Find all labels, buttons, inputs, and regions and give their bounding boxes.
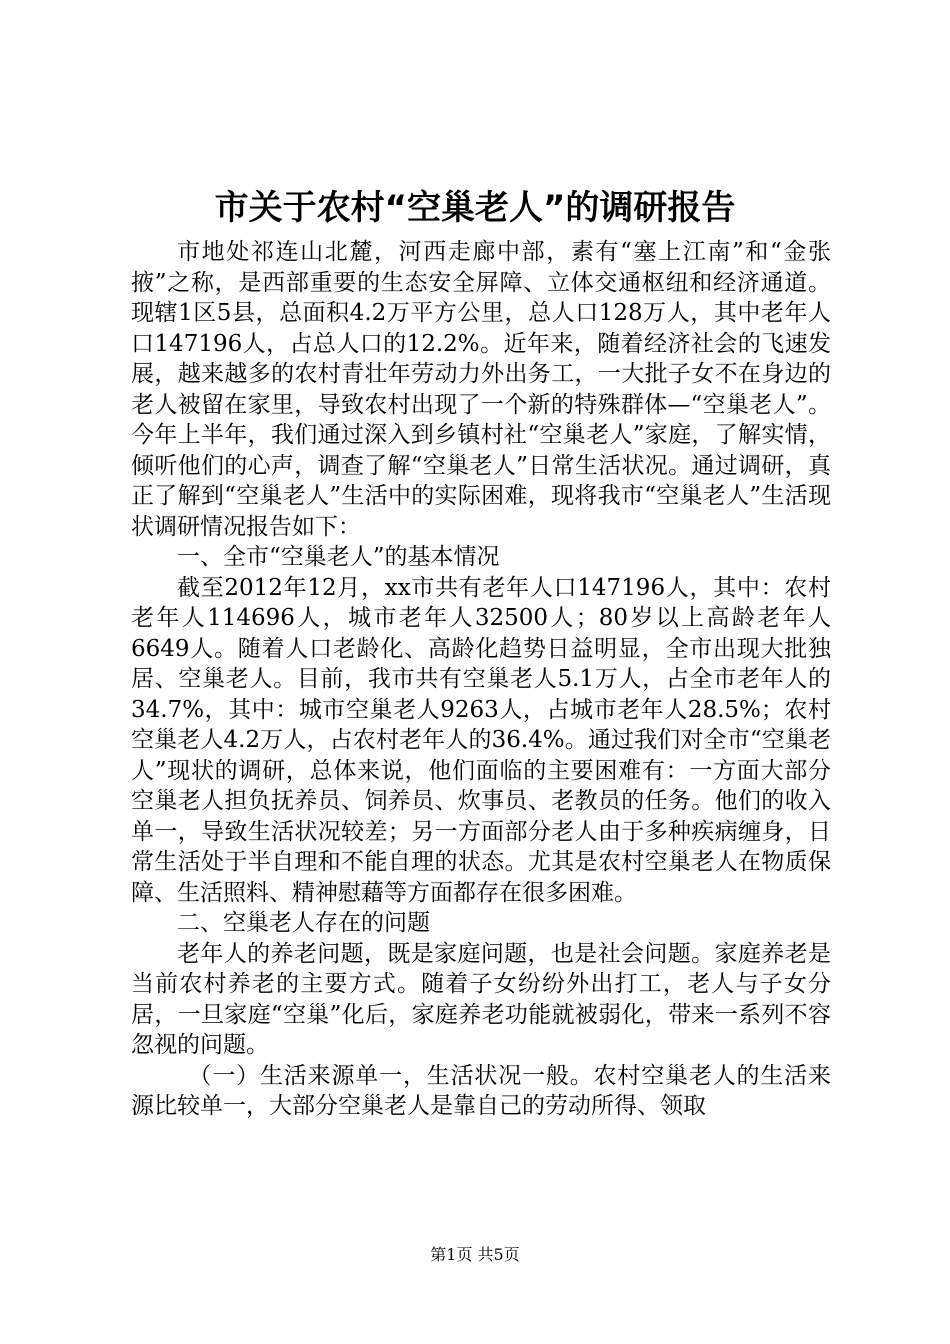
paragraph-intro: 市地处祁连山北麓，河西走廊中部，素有“塞上江南”和“金张掖”之称，是西部重要的生态安全屏障、立体交通枢纽和经济通道。现辖1区5县，总面积4.2万平方公里，总人口128万人，其中老年人口147196人，占总人口的12.2%。近年来，随着经济社会的飞速发展，越来越多的农村青壮年劳动力外出务工，一大批子女不在身边的老人被留在家里，导致农村出现了一个新的特殊群体—“空巢老人”。今年上半年，我们通过深入到乡镇村社“空巢老人”家庭，了解实情，倾听他们的心声，调查了解“空巢老人”日常生活状况。通过调研，真正了解到“空巢老人”生活中的实际困难，现将我市“空巢老人”生活现状调研情况报告如下： xyxy=(131,239,831,540)
section-heading-1: 一、全市“空巢老人”的基本情况 xyxy=(177,544,500,570)
paragraph-basic-situation: 截至2012年12月，xx市共有老年人口147196人，其中：农村老年人114696人，城市老年人32500人；80岁以上高龄老年人6649人。随着人口老龄化、高龄化趋势日益明显，全市出现大批独居、空巢老人。目前，我市共有空巢老人5.1万人，占全市老年人的34.7%，其中：城市空巢老人9263人，占城市老年人28.5%；农村空巢老人4.2万人，占农村老年人的36.4%。通过我们对全市“空巢老人”现状的调研，总体来说，他们面临的主要困难有：一方面大部分空巢老人担负抚养员、饲养员、炊事员、老教员的任务。他们的收入单一，导致生活状况较差；另一方面部分老人由于多种疾病缠身，日常生活处于半自理和不能自理的状态。尤其是农村空巢老人在物质保障、生活照料、精神慰藉等方面都存在很多困难。 xyxy=(131,574,831,906)
page-footer: 第1页 共5页 xyxy=(430,1245,520,1264)
section-heading-2: 二、空巢老人存在的问题 xyxy=(177,910,430,936)
paragraph-problems: 老年人的养老问题，既是家庭问题，也是社会问题。家庭养老是当前农村养老的主要方式。随着子女纷纷外出打工，老人与子女分居，一旦家庭“空巢”化后，家庭养老功能就被弱化，带来一系列不容忽视的问题。 xyxy=(131,940,831,1058)
page-title: 市关于农村“空巢老人”的调研报告 xyxy=(214,188,736,228)
subsection-1: （一）生活来源单一，生活状况一般。农村空巢老人的生活来源比较单一，大部分空巢老人是靠自己的劳动所得、领取 xyxy=(131,1062,831,1119)
document-body xyxy=(131,237,831,1122)
